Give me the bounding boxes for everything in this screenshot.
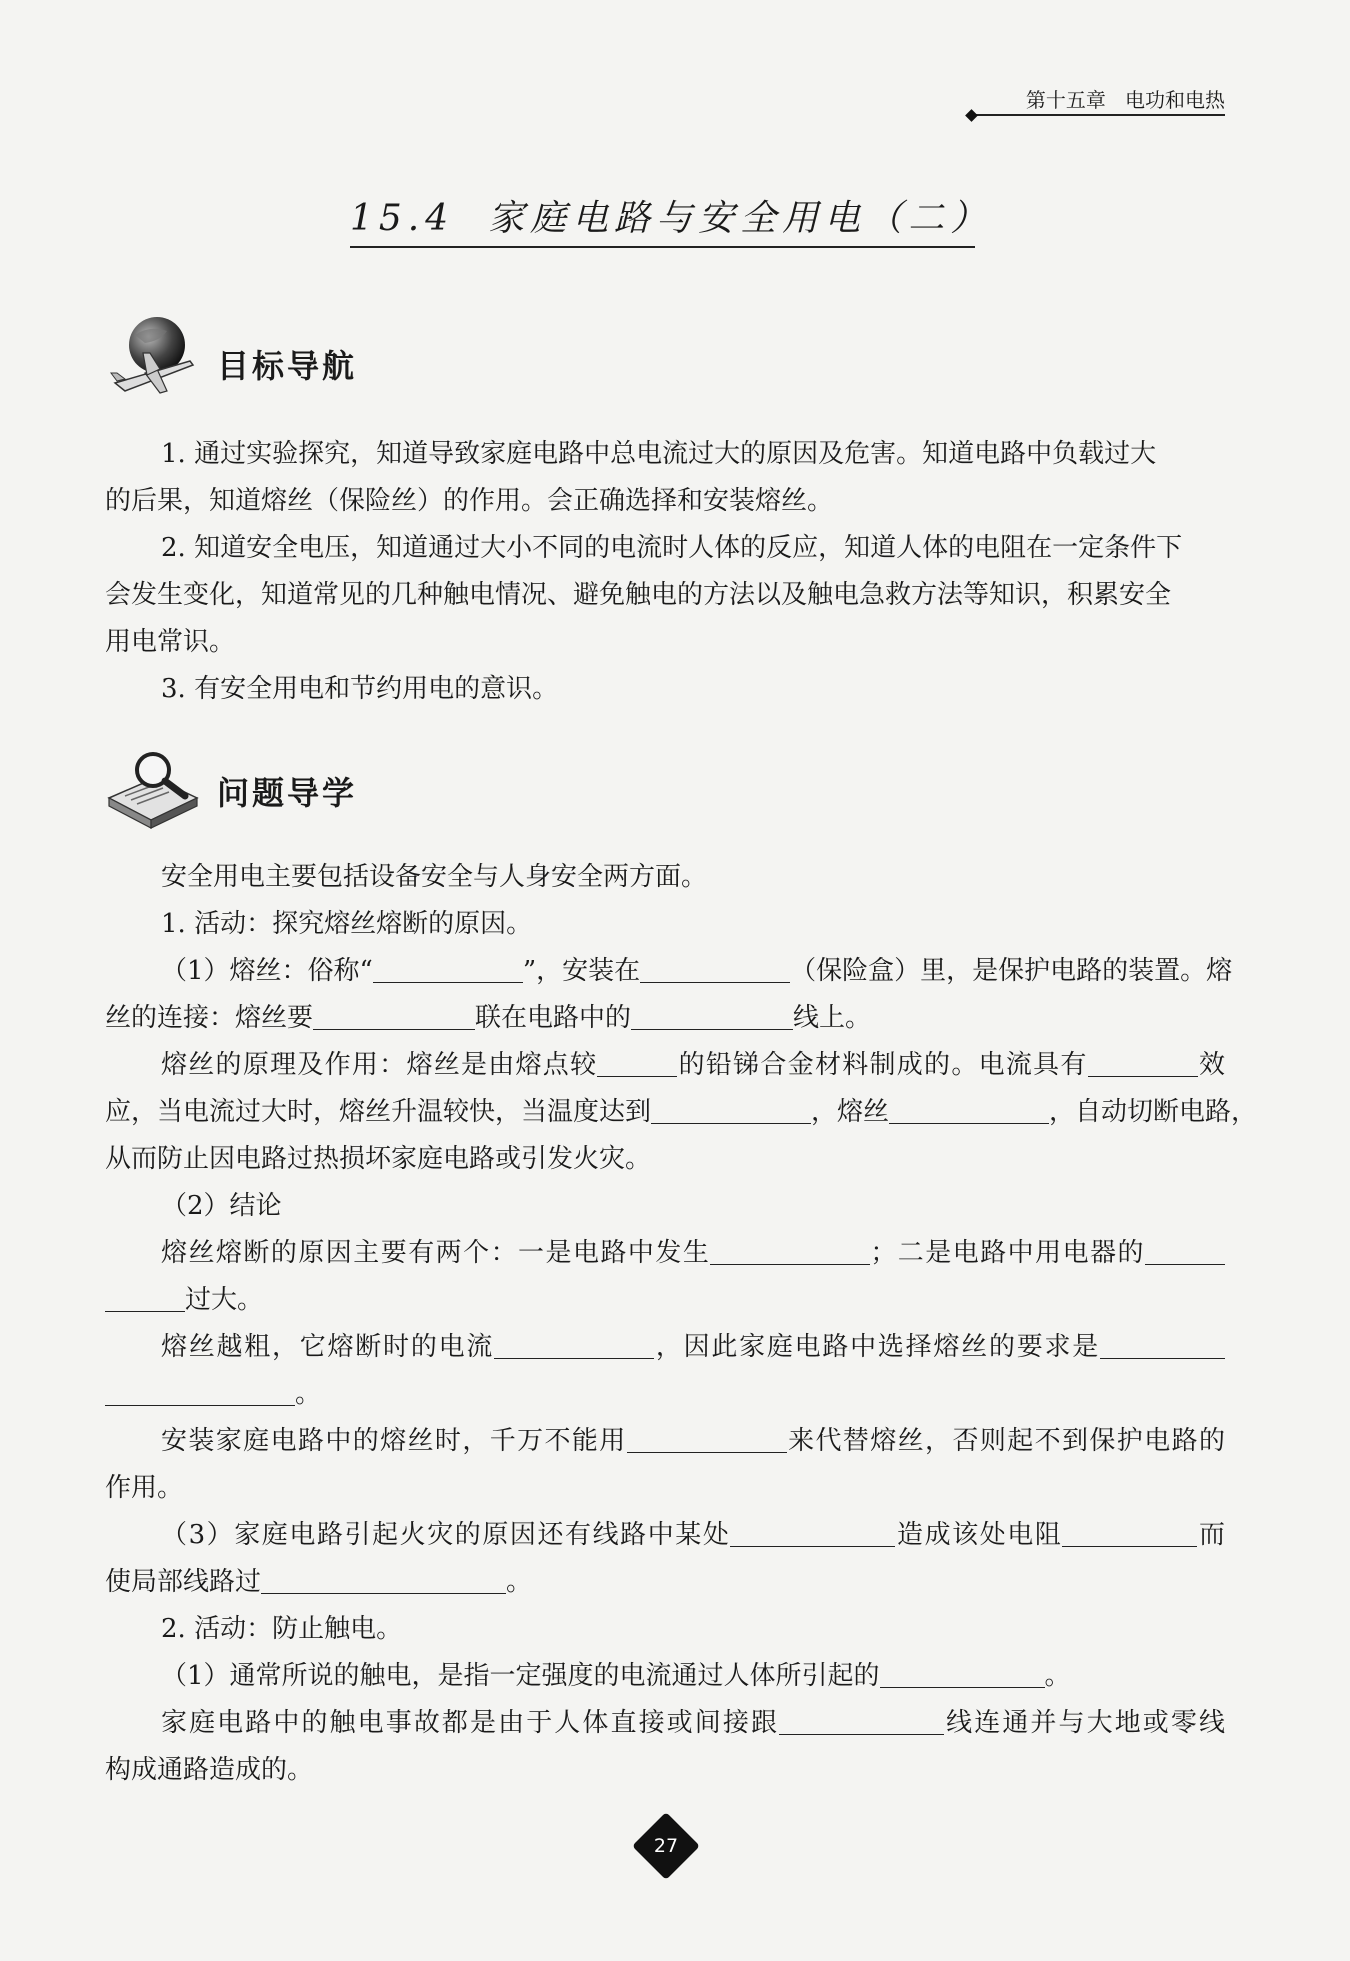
- answer-blank[interactable]: [651, 1093, 811, 1124]
- chapter-number: 第十五章: [1025, 88, 1106, 112]
- answer-blank[interactable]: [105, 1281, 185, 1312]
- conclusion-line-1: 熔丝熔断的原因主要有两个：一是电路中发生 ；二是电路中用电器的: [105, 1230, 1225, 1277]
- conclusion-line-3: 熔丝越粗，它熔断时的电流 ，因此家庭电路中选择熔丝的要求是: [105, 1324, 1225, 1371]
- lesson-title: [350, 190, 993, 248]
- lesson-number: 15.4: [350, 198, 455, 239]
- chapter-title: 电功和电热: [1125, 88, 1225, 112]
- section-goals-heading: [105, 313, 605, 403]
- fuse-principle-line-1: 熔丝的原理及作用：熔丝是由熔点较 的铅锑合金材料制成的。电流具有 效: [105, 1042, 1225, 1089]
- page-number-badge: [632, 1812, 700, 1880]
- magnifier-book-icon: [105, 748, 200, 838]
- answer-blank[interactable]: [627, 1422, 787, 1453]
- answer-blank[interactable]: [1062, 1516, 1197, 1547]
- answer-blank[interactable]: [313, 999, 475, 1030]
- goal-3-line-1: 3. 有安全用电和节约用电的意识。: [161, 674, 559, 704]
- page-number: 27: [653, 1835, 679, 1857]
- diamond-bullet-icon: [965, 109, 978, 122]
- conclusion-heading: （2）结论: [161, 1191, 282, 1221]
- goal-1-line-1: 1. 通过实验探究，知道导致家庭电路中总电流过大的原因及危害。知道电路中负载过大: [161, 439, 1157, 469]
- electric-shock-line-2: 家庭电路中的触电事故都是由于人体直接或间接跟 线连通并与大地或零线: [105, 1700, 1225, 1747]
- section-questions-label: 问题导学: [217, 774, 358, 812]
- answer-blank[interactable]: [373, 952, 523, 983]
- activity-1-title: 1. 活动：探究熔丝熔断的原因。: [161, 909, 533, 939]
- goal-1-line-2: 的后果，知道熔丝（保险丝）的作用。会正确选择和安装熔丝。: [105, 486, 834, 516]
- answer-blank[interactable]: [730, 1516, 895, 1547]
- answer-blank[interactable]: [889, 1093, 1049, 1124]
- activity-2-title: 2. 活动：防止触电。: [161, 1614, 403, 1644]
- fire-cause-line-1: （3）家庭电路引起火灾的原因还有线路中某处 造成该处电阻 而: [105, 1512, 1225, 1559]
- globe-airplane-icon: [105, 313, 200, 403]
- answer-blank[interactable]: [494, 1328, 654, 1359]
- goal-2-line-1: 2. 知道安全电压，知道通过大小不同的电流时人体的反应，知道人体的电阻在一定条件下: [161, 533, 1183, 563]
- section-goals-label: 目标导航: [217, 347, 358, 385]
- fuse-definition-line-2: 丝的连接：熔丝要 联在电路中的 线上。: [105, 995, 1225, 1042]
- section-questions-heading: [105, 748, 605, 838]
- answer-blank[interactable]: [261, 1563, 506, 1594]
- chapter-label: [1026, 84, 1225, 113]
- answer-blank[interactable]: [1088, 1046, 1198, 1077]
- answer-blank[interactable]: [779, 1704, 944, 1735]
- electric-shock-line-3: 构成通路造成的。: [105, 1755, 314, 1785]
- answer-blank[interactable]: [1145, 1234, 1225, 1265]
- study-intro: 安全用电主要包括设备安全与人身安全两方面。: [161, 862, 708, 892]
- fuse-definition-line-1: （1）熔丝：俗称“ ”，安装在 （保险盒）里，是保护电路的装置。熔: [105, 948, 1225, 995]
- goal-2-line-3: 用电常识。: [105, 627, 236, 657]
- conclusion-line-6: 作用。: [105, 1473, 184, 1503]
- conclusion-line-2: 过大。: [105, 1277, 1225, 1324]
- answer-blank[interactable]: [597, 1046, 677, 1077]
- electric-shock-line-1: （1）通常所说的触电，是指一定强度的电流通过人体所引起的 。: [105, 1653, 1225, 1700]
- lesson-title-text: 家庭电路与安全用电（二）: [488, 198, 993, 239]
- fuse-principle-line-3: 从而防止因电路过热损坏家庭电路或引发火灾。: [105, 1144, 652, 1174]
- answer-blank[interactable]: [105, 1375, 295, 1406]
- fire-cause-line-2: 使局部线路过 。: [105, 1559, 1225, 1606]
- running-header: [975, 80, 1225, 116]
- answer-blank[interactable]: [880, 1657, 1045, 1688]
- goal-2-line-2: 会发生变化，知道常见的几种触电情况、避免触电的方法以及触电急救方法等知识，积累安全: [105, 580, 1172, 610]
- goals-text: [105, 431, 1225, 713]
- conclusion-line-4: 。: [105, 1371, 1225, 1418]
- conclusion-line-5: 安装家庭电路中的熔丝时，千万不能用 来代替熔丝，否则起不到保护电路的: [105, 1418, 1225, 1465]
- answer-blank[interactable]: [631, 999, 793, 1030]
- answer-blank[interactable]: [640, 952, 790, 983]
- answer-blank[interactable]: [1100, 1328, 1225, 1359]
- answer-blank[interactable]: [710, 1234, 870, 1265]
- study-text: [105, 854, 1258, 1794]
- fuse-principle-line-2: 应，当电流过大时，熔丝升温较快，当温度达到 ，熔丝 ，自动切断电路，: [105, 1089, 1225, 1136]
